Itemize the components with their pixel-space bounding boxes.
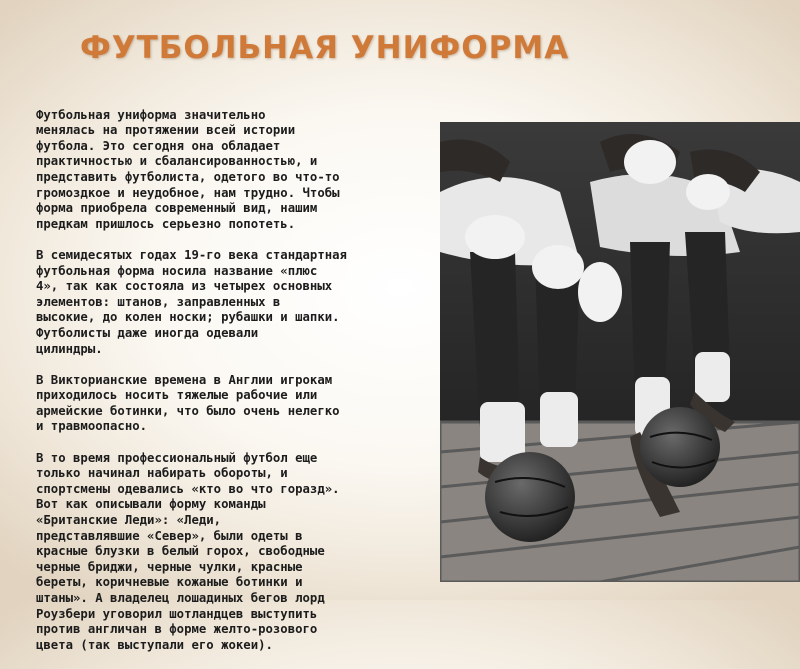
- paragraph-1: Футбольная униформа значительно менялась на протяжении всей истории футбола. Это сегодня она обладает практичностью и сбалансированностью, и представить футболиста, одетого во что-то громоздкое и неудобное, нам трудно. Чтобы форма приобрела современный вид, нашим предкам пришлось серьезно попотеть.: [36, 107, 340, 231]
- body-text: [36, 92, 440, 669]
- slide-title: ФУТБОЛЬНАЯ УНИФОРМА: [80, 30, 570, 66]
- paragraph-3: В Викторианские времена в Англии игрокам приходилось носить тяжелые рабочие или армейские ботинки, что было очень нелегко и травмоопасно.: [36, 372, 340, 434]
- footballers-photo: [440, 122, 800, 582]
- paragraph-4: В то время профессиональный футбол еще только начинал набирать обороты, и спортсмены одевались «кто во что горазд». Вот как описывали форму команды «Британские Леди»: «Леди, представлявшие «Север», были одеты в красные блузки в белый горох, свободные черные бриджи, черные чулки, красные береты, коричневые кожаные ботинки и штаны». А владелец лошадиных бегов лорд Роузбери уговорил шотландцев выступить против англичан в форме желто-розового цвета (так выступали его жокеи).: [36, 450, 340, 652]
- footballers-photo-illustration: [440, 122, 800, 582]
- paragraph-2: В семидесятых годах 19-го века стандартная футбольная форма носила название «плюс 4», так как состояла из четырех основных элементов: штанов, заправленных в высокие, до колен носки; рубашки и шапки. Футболисты даже иногда одевали цилиндры.: [36, 247, 347, 356]
